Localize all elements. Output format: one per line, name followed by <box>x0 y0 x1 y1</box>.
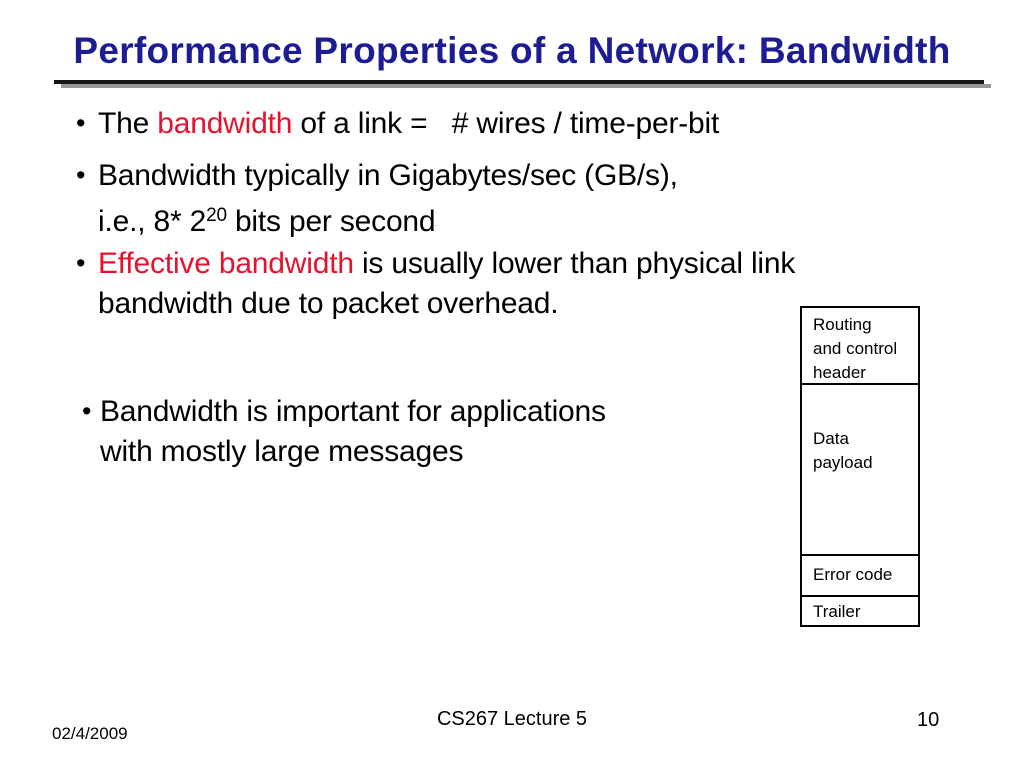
bullet-text-line: Effective bandwidth is usually lower than physical link <box>98 247 796 280</box>
footer-date: 02/4/2009 <box>52 724 128 743</box>
packet-section-label: Error code <box>813 565 893 584</box>
packet-section-label: Data <box>813 429 849 448</box>
packet-section-data-payload <box>802 383 918 554</box>
bullet-icon: • <box>76 160 86 190</box>
packet-section-routing-header <box>802 308 918 383</box>
bullet-text-line: with mostly large messages <box>100 435 464 468</box>
packet-section-label: Trailer <box>813 602 861 621</box>
bullet-text-line: Bandwidth typically in Gigabytes/sec (GB/s), <box>98 159 678 192</box>
page-title: Performance Properties of a Network: Bandwidth <box>73 30 951 71</box>
packet-section-label: and control <box>813 339 898 358</box>
footer-page-number: 10 <box>917 709 940 731</box>
bullet-text-line: The bandwidth of a link = # wires / time-per-bit <box>98 107 720 140</box>
bullet-bandwidth-units <box>76 156 678 242</box>
bullet-effective-bandwidth <box>76 244 796 324</box>
bullet-icon: • <box>76 108 86 138</box>
packet-structure-diagram <box>800 306 920 627</box>
bullet-text-line: bandwidth due to packet overhead. <box>98 287 559 320</box>
packet-section-label: Routing <box>813 315 872 334</box>
packet-section-label: header <box>813 363 866 382</box>
packet-section-error-code <box>802 554 918 595</box>
bullet-icon: • <box>76 248 86 278</box>
packet-section-trailer <box>802 595 918 625</box>
bullet-text-line: i.e., 8* $2^{20}$ bits per second <box>98 205 436 238</box>
bullet-icon: • <box>82 396 92 426</box>
footer-course-label: CS267 Lecture 5 <box>436 708 588 730</box>
bullet-text-line: Bandwidth is important for applications <box>100 395 606 428</box>
bullet-bandwidth-definition <box>76 104 720 144</box>
title-underline-shadow <box>61 84 991 88</box>
packet-section-label: payload <box>813 453 873 472</box>
bullet-bandwidth-importance <box>82 392 606 472</box>
